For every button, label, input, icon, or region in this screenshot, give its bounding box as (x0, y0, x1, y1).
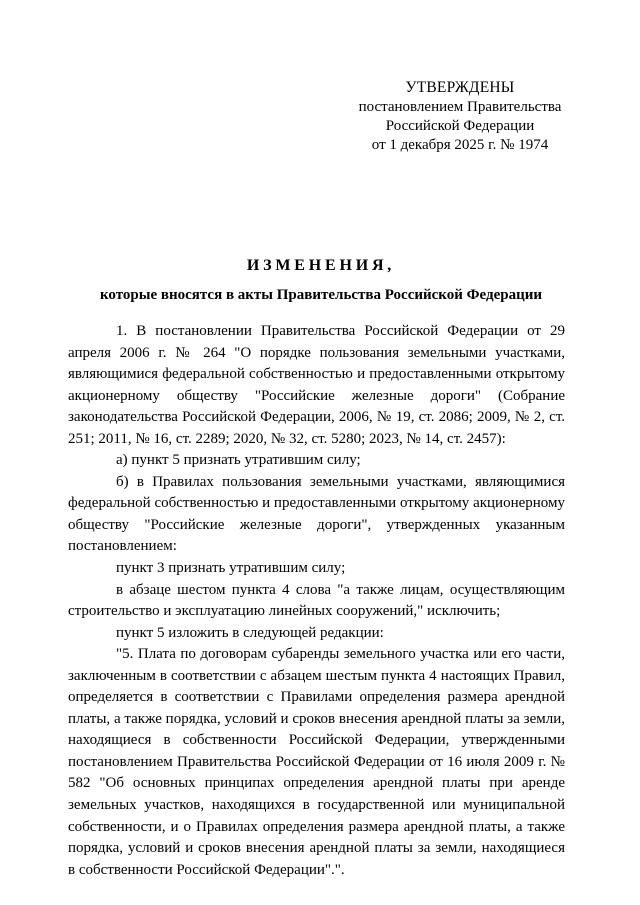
approval-block (330, 78, 590, 155)
paragraph-b: б) в Правилах пользования земельными участками, являющимися федеральной собственностью и предоставленными открытому акционерному обществу "Российские железные дороги", утвержденных указанным постановлением: (68, 473, 565, 555)
paragraph-item-4: в абзаце шестом пункта 4 слова "а также лицам, осуществляющим строительство и эксплуатацию линейных сооружений," исключить; (68, 581, 565, 620)
paragraph-item-5-intro: пункт 5 изложить в следующей редакции: (116, 624, 384, 641)
approval-line-1: постановлением Правительства (358, 99, 562, 115)
paragraph-item-5-text: "5. Плата по договорам субаренды земельного участка или его части, заключенным в соответствии с абзацем шестым пункта 4 настоящих Правил, определяется в соответствии с Правилами определения размера арендной платы, а также порядка, условий и сроков внесения арендной платы за земли, находящиеся в собственности Российской Федерации, утвержденными постановлением Правительства Российской Федерации от 16 июля 2009 г. № 582 "Об основных принципах определения арендной платы при аренде земельных участков, находящихся в государственной или муниципальной собственности, и о Правилах определения размера арендной платы, а также порядка, условий и сроков внесения арендной платы за земли, находящиеся в собственности Российской Федерации".". (68, 646, 565, 878)
document-body (68, 321, 565, 881)
approval-line-3: от 1 декабря 2025 г. № 1974 (371, 137, 549, 153)
document-title (68, 256, 574, 305)
approval-line-2: Российской Федерации (385, 118, 535, 134)
approval-header: УТВЕРЖДЕНЫ (405, 79, 515, 96)
paragraph-a: а) пункт 5 признать утратившим силу; (116, 452, 361, 469)
paragraph-1: 1. В постановлении Правительства Российской Федерации от 29 апреля 2006 г. № 264 "О порядке пользования земельными участками, являющимися федеральной собственностью и предоставленными открытому акционерному обществу "Российские железные дороги" (Собрание законодательства Российской Федерации, 2006, № 19, ст. 2086; 2009, № 2, ст. 251; 2011, № 16, ст. 2289; 2020, № 32, ст. 5280; 2023, № 14, ст. 2457): (68, 323, 565, 447)
title-subtitle: которые вносятся в акты Правительства Российской Федерации (99, 287, 543, 303)
paragraph-item-3: пункт 3 признать утратившим силу; (116, 560, 346, 577)
title-main: ИЗМЕНЕНИЯ, (246, 257, 396, 274)
